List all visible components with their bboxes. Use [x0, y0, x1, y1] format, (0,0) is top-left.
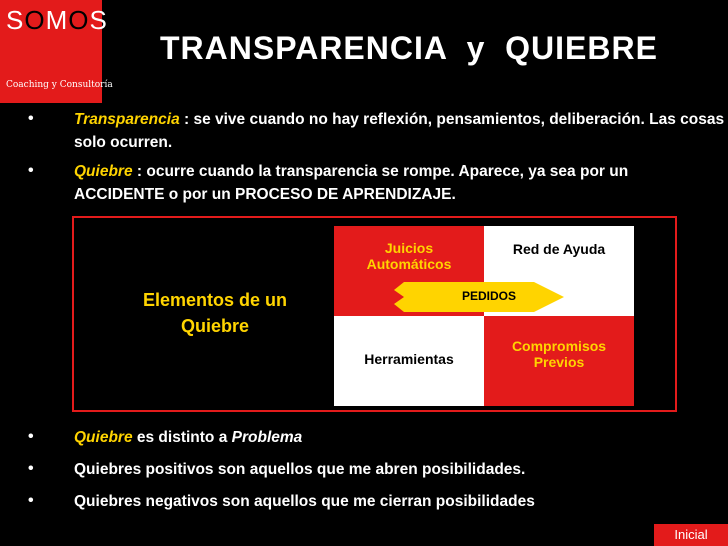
- arrow-label: PEDIDOS: [462, 289, 517, 303]
- cell-compromisos: Compromisos Previos: [484, 316, 634, 406]
- logo-subtitle: Coaching y Consultoría: [6, 80, 113, 90]
- cell-juicios: Juicios Automáticos: [334, 226, 484, 316]
- logo-wordmark: SOMOS: [6, 5, 108, 35]
- cell-herramientas: Herramientas: [334, 316, 484, 406]
- cell-red-de-ayuda: Red de Ayuda: [484, 226, 634, 316]
- bullet-dot: •: [28, 162, 34, 179]
- quiebre-grid: [334, 226, 634, 406]
- bullet-negativos: • Quiebres negativos son aquellos que me cierran posibilidades: [28, 490, 535, 513]
- bullet-dot: •: [28, 460, 34, 477]
- bullet-dot: •: [28, 428, 34, 445]
- bullet-transparencia: • Transparencia : se vive cuando no hay reflexión, pensamientos, deliberación. Las cosas solo ocurren.: [28, 108, 728, 154]
- bullet-quiebre: • Quiebre : ocurre cuando la transparencia se rompe. Aparece, ya sea por un ACCIDENTE o por un PROCESO DE APRENDIZAJE.: [28, 160, 688, 206]
- logo: [0, 0, 113, 103]
- bullet-positivos: • Quiebres positivos son aquellos que me abren posibilidades.: [28, 458, 525, 481]
- slide-title: TRANSPARENCIA y QUIEBRE: [160, 30, 658, 66]
- bullet-quiebre-problema: • Quiebre es distinto a Problema: [28, 426, 302, 449]
- bullet-dot: •: [28, 110, 34, 127]
- diagram-label: Elementos de un Quiebre: [142, 290, 288, 336]
- inicial-button[interactable]: Inicial: [654, 524, 728, 546]
- bullet-dot: •: [28, 492, 34, 509]
